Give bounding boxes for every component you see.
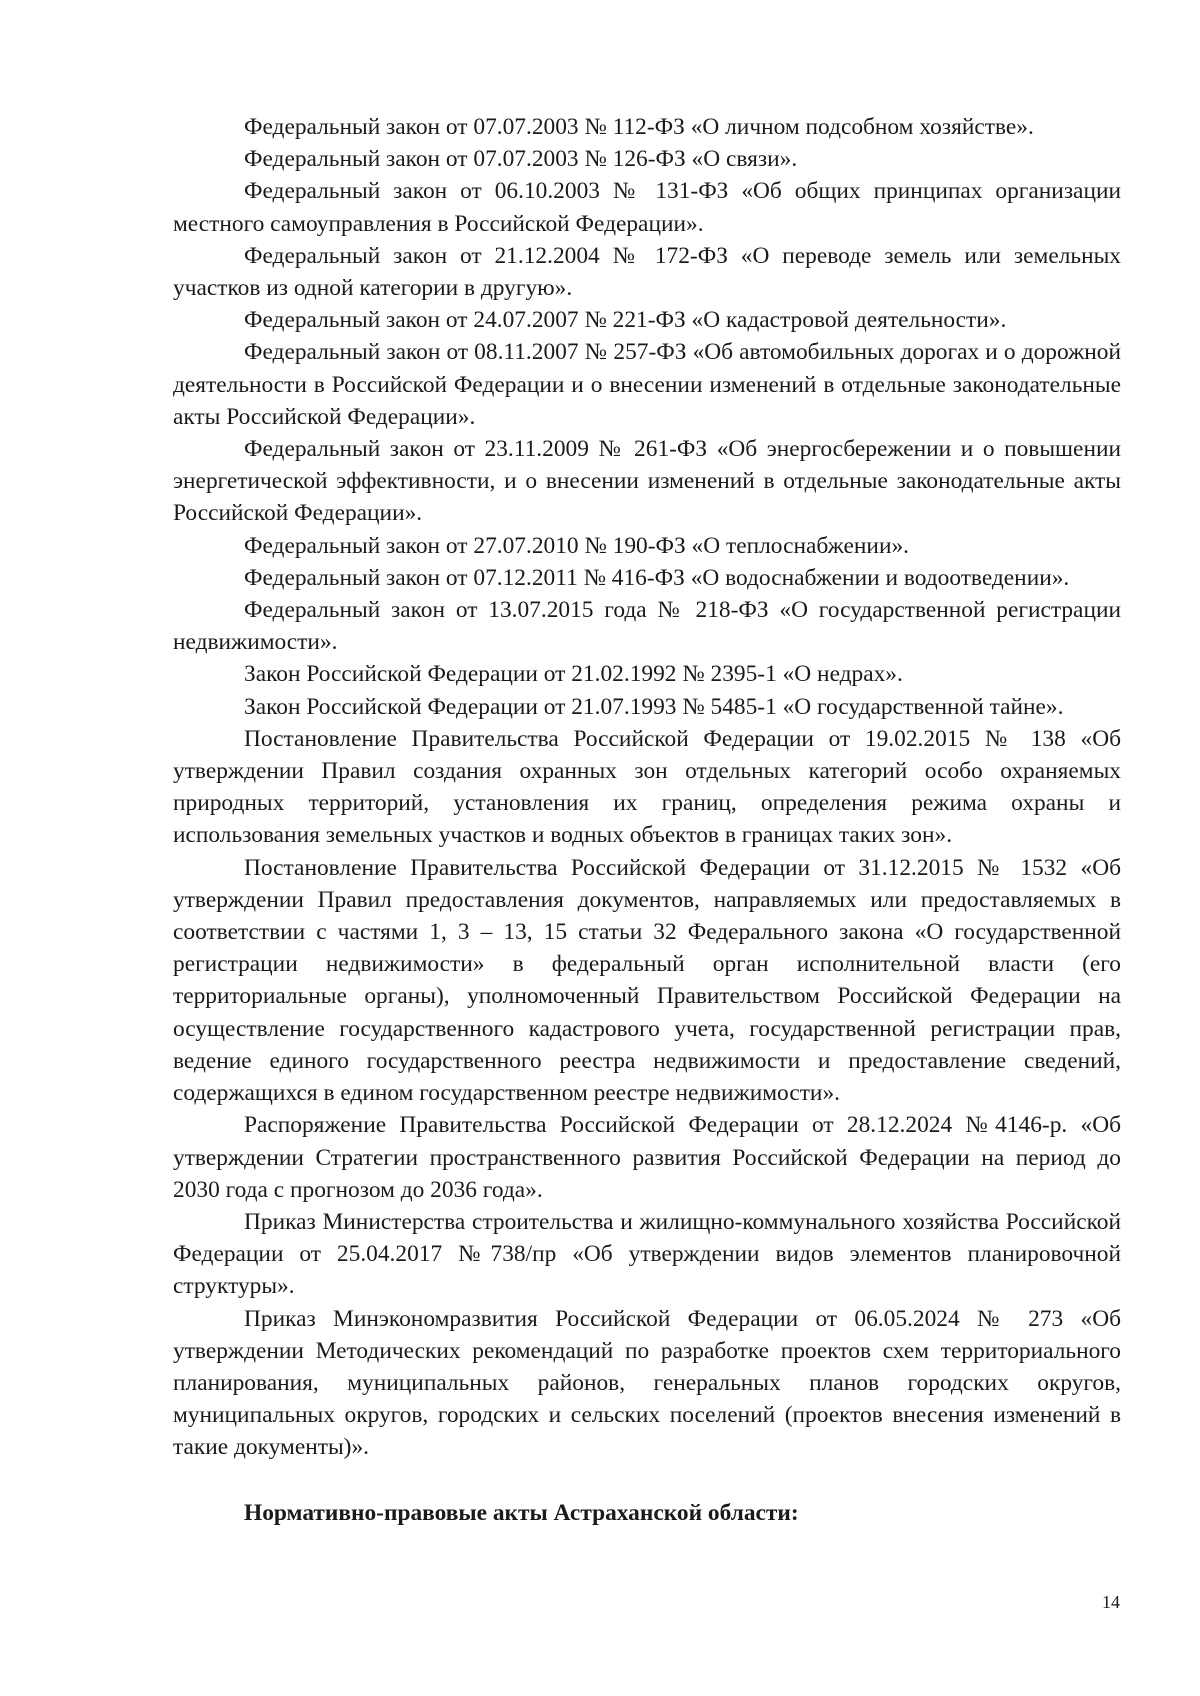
- page-number: 14: [1102, 1592, 1120, 1612]
- law-item: Федеральный закон от 08.11.2007 № 257-ФЗ «Об автомобильных дорогах и о дорожной деятельности в Российской Федерации и о внесении изменений в отдельные законодательные акты Российской Федерации».: [173, 339, 1121, 430]
- document-body: [173, 111, 1121, 1529]
- law-item: Закон Российской Федерации от 21.07.1993 № 5485-1 «О государственной тайне».: [244, 693, 1064, 720]
- law-item: Федеральный закон от 13.07.2015 года № 218-ФЗ «О государственной регистрации недвижимости».: [173, 597, 1121, 656]
- law-item: Закон Российской Федерации от 21.02.1992 № 2395-1 «О недрах».: [244, 661, 903, 688]
- law-item: Федеральный закон от 07.07.2003 № 126-ФЗ «О связи».: [244, 146, 798, 173]
- law-item: Федеральный закон от 06.10.2003 № 131-ФЗ «Об общих принципах организации местного самоуправления в Российской Федерации».: [173, 178, 1121, 237]
- law-item: Федеральный закон от 21.12.2004 № 172-ФЗ «О переводе земель или земельных участков из одной категории в другую».: [173, 242, 1121, 302]
- law-item: Федеральный закон от 24.07.2007 № 221-ФЗ «О кадастровой деятельности».: [244, 307, 1007, 334]
- law-item: Федеральный закон от 07.12.2011 № 416-ФЗ «О водоснабжении и водоотведении».: [244, 564, 1070, 591]
- law-item: Федеральный закон от 07.07.2003 № 112-ФЗ «О личном подсобном хозяйстве».: [244, 114, 1034, 140]
- law-item: Распоряжение Правительства Российской Федерации от 28.12.2024 №4146-р. «Об утверждении Стратегии пространственного развития Российской Федерации на период до 2030 года с прогнозом до 2036 года».: [173, 1112, 1121, 1203]
- law-item: Федеральный закон от 27.07.2010 № 190-ФЗ «О теплоснабжении».: [244, 532, 909, 559]
- section-heading: Нормативно-правовые акты Астраханской области:: [244, 1499, 799, 1526]
- law-item: Приказ Министерства строительства и жилищно-коммунального хозяйства Российской Федерации от 25.04.2017 №738/пр «Об утверждении видов элементов планировочной структуры».: [173, 1208, 1121, 1300]
- law-item: Постановление Правительства Российской Федерации от 31.12.2015 № 1532 «Об утверждении Правил предоставления документов, направляемых или предоставляемых в соответствии с частями 1, 3 – 13, 15 статьи 32 Федерального закона «О государственной регистрации недвижимости» в федеральный орган исполнительной власти (его территориальные органы), уполномоченный Правительством Российской Федерации на осуществление государственного кадастрового учета, государственной регистрации прав, ведение единого государственного реестра недвижимости и предоставление сведений, содержащихся в едином государственном реестре недвижимости».: [173, 854, 1121, 1107]
- law-item: Федеральный закон от 23.11.2009 № 261-ФЗ «Об энергосбережении и о повышении энергетической эффективности, и о внесении изменений в отдельные законодательные акты Российской Федерации».: [173, 436, 1121, 527]
- law-item: Приказ Минэкономразвития Российской Федерации от 06.05.2024 № 273 «Об утверждении Методических рекомендаций по разработке проектов схем территориального планирования, муниципальных районов, генеральных планов городских округов, муниципальных округов, городских и сельских поселений (проектов внесения изменений в такие документы)».: [173, 1305, 1121, 1461]
- law-item: Постановление Правительства Российской Федерации от 19.02.2015 № 138 «Об утверждении Правил создания охранных зон отдельных категорий особо охраняемых природных территорий, установления их границ, определения режима охраны и использования земельных участков и водных объектов в границах таких зон».: [173, 725, 1121, 849]
